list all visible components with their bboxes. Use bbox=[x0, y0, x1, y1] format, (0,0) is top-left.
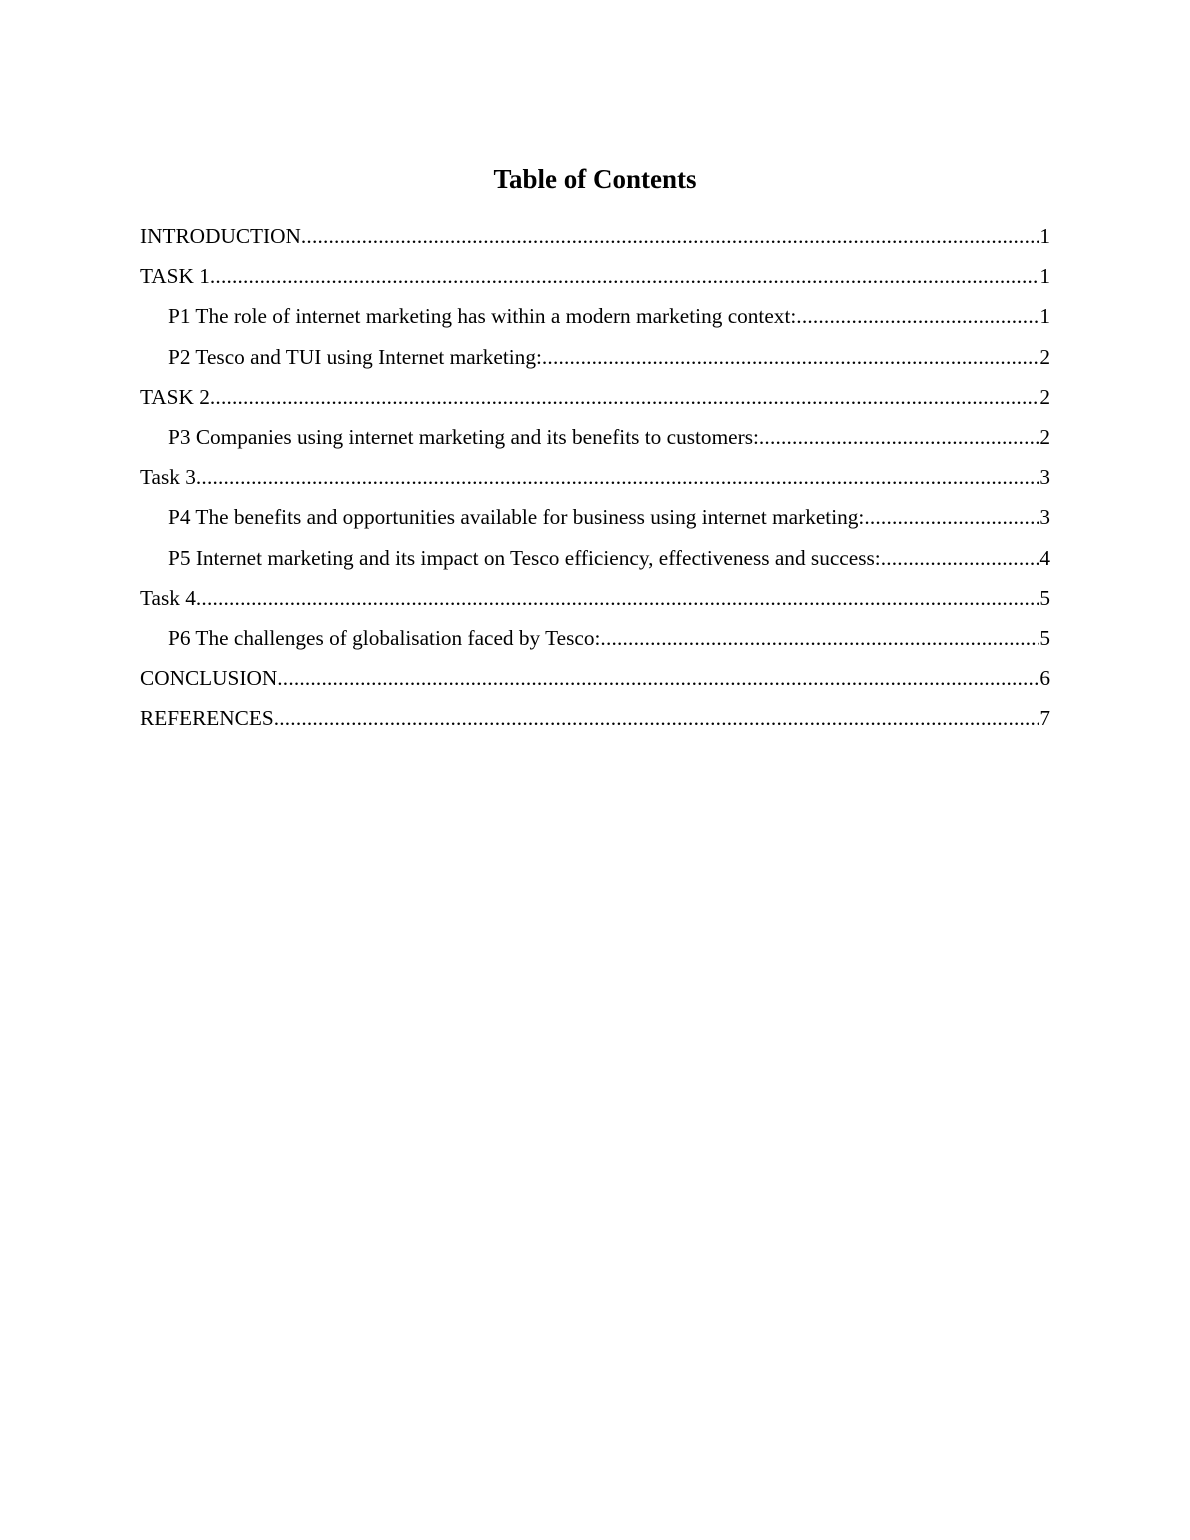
toc-entry-text: P2 Tesco and TUI using Internet marketing: bbox=[168, 344, 542, 369]
toc-entry-text: P1 The role of internet marketing has within a modern marketing context: bbox=[168, 304, 797, 329]
toc-entry-text: TASK 2 bbox=[140, 384, 210, 409]
toc-page-number: 1 bbox=[1039, 224, 1050, 248]
toc-entry-p4[interactable] bbox=[140, 501, 1050, 541]
toc-entry-task-4[interactable] bbox=[140, 582, 1050, 622]
toc-title: Table of Contents bbox=[493, 164, 697, 194]
toc-dot-leader bbox=[864, 501, 1039, 533]
toc-entry-p3[interactable] bbox=[140, 421, 1050, 461]
toc-entry-text: P6 The challenges of globalisation faced by Tesco: bbox=[168, 625, 601, 650]
toc-entry-introduction[interactable] bbox=[140, 220, 1050, 260]
toc-entry-p5[interactable] bbox=[140, 542, 1050, 582]
toc-page-number: 5 bbox=[1039, 585, 1050, 610]
toc-dot-leader bbox=[196, 461, 1039, 493]
toc-entry-p2[interactable] bbox=[140, 341, 1050, 381]
toc-page-number: 6 bbox=[1039, 666, 1050, 691]
toc-entry-text: CONCLUSION bbox=[140, 666, 278, 691]
toc-entry-p1[interactable] bbox=[140, 300, 1050, 340]
toc-entry-text: Task 4 bbox=[140, 585, 196, 610]
toc-page-number: 2 bbox=[1039, 344, 1050, 369]
toc-page-number: 2 bbox=[1039, 424, 1050, 449]
toc-entry-task-3[interactable] bbox=[140, 461, 1050, 501]
toc-page-number: 2 bbox=[1039, 384, 1050, 409]
toc-entry-p6[interactable] bbox=[140, 622, 1050, 662]
toc-dot-leader bbox=[210, 260, 1039, 292]
toc-page-number: 4 bbox=[1039, 545, 1050, 570]
toc-dot-leader bbox=[277, 662, 1039, 694]
toc-entry-conclusion[interactable] bbox=[140, 662, 1050, 702]
toc-entry-task-1[interactable] bbox=[140, 260, 1050, 300]
toc-dot-leader bbox=[796, 300, 1039, 332]
toc-entry-text: INTRODUCTION bbox=[140, 224, 301, 248]
toc-page-number: 3 bbox=[1039, 465, 1050, 490]
toc-entry-task-2[interactable] bbox=[140, 381, 1050, 421]
toc-dot-leader bbox=[542, 341, 1039, 373]
toc-entry-text: P5 Internet marketing and its impact on Tesco efficiency, effectiveness and success: bbox=[168, 545, 881, 570]
toc-page-number: 1 bbox=[1039, 264, 1050, 289]
toc-dot-leader bbox=[274, 702, 1040, 734]
toc-entry-references[interactable] bbox=[140, 702, 1050, 742]
toc-list bbox=[140, 220, 1050, 742]
toc-entry-text: P4 The benefits and opportunities available for business using internet marketing: bbox=[168, 505, 865, 530]
toc-entry-text: TASK 1 bbox=[140, 264, 210, 289]
toc-dot-leader bbox=[881, 542, 1040, 574]
toc-entry-text: P3 Companies using internet marketing and its benefits to customers: bbox=[168, 424, 759, 449]
toc-dot-leader bbox=[196, 582, 1039, 614]
toc-page-number: 3 bbox=[1039, 505, 1050, 530]
toc-dot-leader bbox=[301, 220, 1039, 252]
toc-page-number: 5 bbox=[1039, 625, 1050, 650]
toc-entry-text: REFERENCES bbox=[140, 706, 274, 731]
toc-page-number: 7 bbox=[1039, 706, 1050, 731]
toc-dot-leader bbox=[600, 622, 1039, 654]
toc-page-number: 1 bbox=[1039, 304, 1050, 329]
toc-dot-leader bbox=[210, 381, 1039, 413]
toc-dot-leader bbox=[759, 421, 1039, 453]
toc-entry-text: Task 3 bbox=[140, 465, 196, 490]
